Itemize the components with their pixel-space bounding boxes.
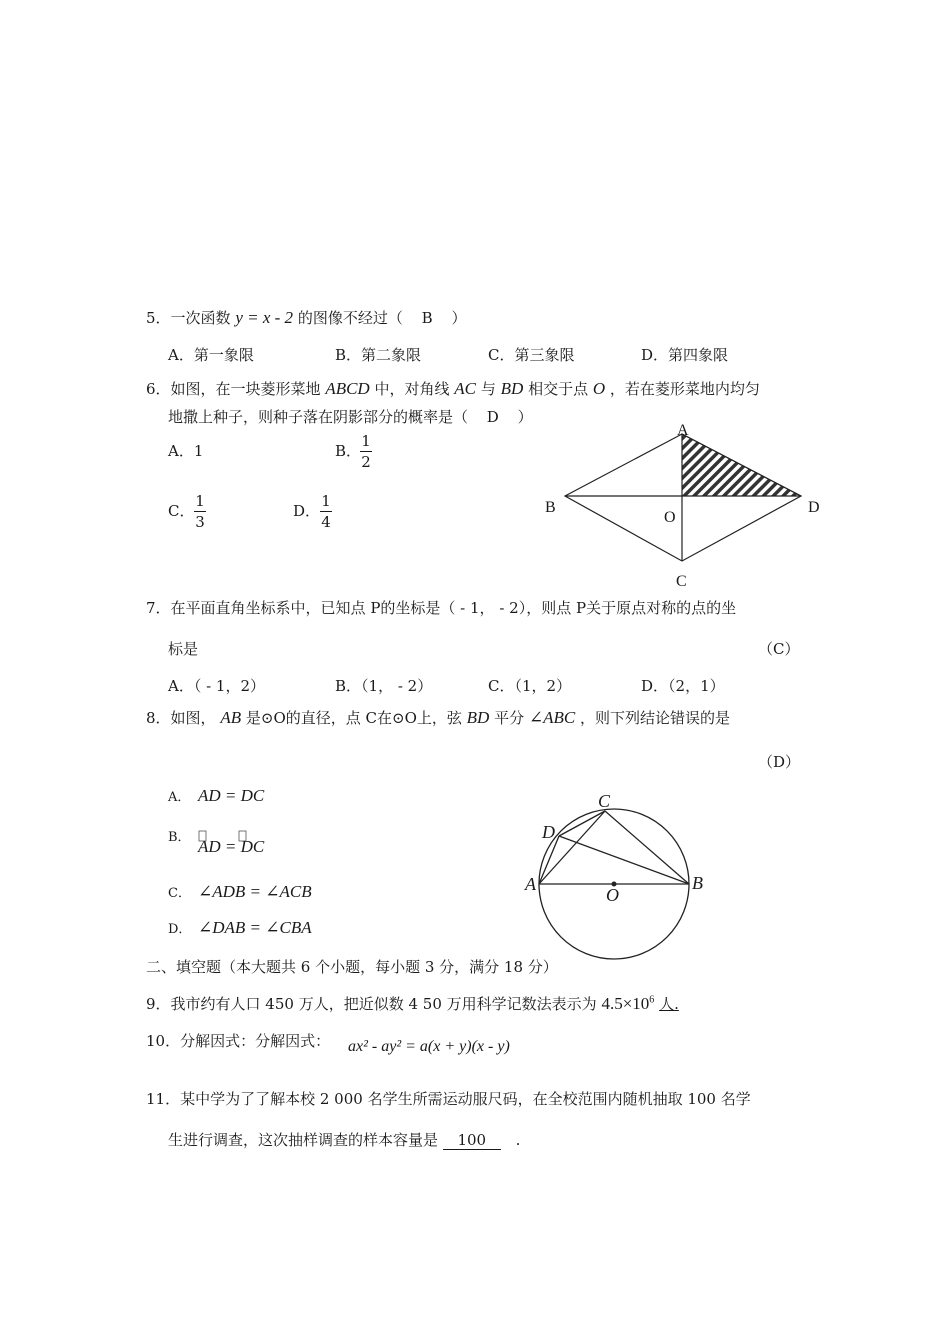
q8-text-a: 8．如图， <box>146 709 216 727</box>
q11-line2 <box>168 1129 520 1150</box>
q9-answer-base: 4.5×10 <box>601 994 650 1013</box>
q10-text: 10．分解因式：分解因式： <box>146 1032 331 1050</box>
rhombus-label-b: B <box>545 499 556 516</box>
q8-option-a: AD = DC <box>198 786 265 805</box>
q5-stem <box>146 307 466 328</box>
q5-close: ） <box>451 309 467 327</box>
fraction-bar <box>194 511 206 512</box>
q6-option-a: A．1 <box>168 442 204 460</box>
circle-label-d: D <box>542 822 555 842</box>
fraction-denominator: 3 <box>195 513 205 531</box>
fraction-bar <box>360 451 372 452</box>
q10-answer: ax² - ay² = a(x + y)(x - y) <box>348 1038 510 1055</box>
q6-option-b-label: B． <box>335 442 362 460</box>
rhombus-label-d: D <box>808 499 820 516</box>
q8-option-b: AD = DC <box>198 837 265 856</box>
q8-text-c: 平分 <box>494 709 525 727</box>
q6-text-a: 6．如图，在一块菱形菜地 <box>146 380 321 398</box>
q8-option-c-label: C． <box>168 886 191 901</box>
chord-db <box>559 836 689 884</box>
circle-label-o: O <box>606 885 619 905</box>
q8-line1 <box>146 707 730 728</box>
fraction-denominator: 4 <box>321 513 331 531</box>
q11-line1: 11．某中学为了了解本校 2 000 名学生所需运动服尺码，在全校范围内随机抽取 100 名学 <box>146 1090 751 1108</box>
q5-formula: y = x - 2 <box>235 308 294 327</box>
q7-option-c: C．（1，2） <box>488 677 572 695</box>
q6-text-c: 与 <box>480 380 496 398</box>
chord-cb <box>605 811 689 884</box>
q6-ac: AC <box>454 379 477 398</box>
chord-dc <box>559 811 605 836</box>
q8-bd: BD <box>466 708 490 727</box>
q9-line <box>146 993 679 1014</box>
q11-answer-blank: 100 <box>443 1131 501 1150</box>
q9-text: 9．我市约有人口 450 万人，把近似数 4 50 万用科学记数法表示为 <box>146 995 597 1013</box>
circle-label-a: A <box>525 874 536 894</box>
circle-label-b: B <box>692 873 703 893</box>
fraction-bar <box>320 511 332 512</box>
q7-option-b: B．（1， - 2） <box>335 677 433 695</box>
q9-answer-exponent: 6 <box>649 994 655 1006</box>
q8-answer: （D） <box>758 753 801 771</box>
q11-text: 生进行调查，这次抽样调查的样本容量是 <box>168 1131 439 1149</box>
q9-answer <box>601 994 654 1013</box>
q6-text-line2: 地撒上种子，则种子落在阴影部分的概率是（ <box>168 408 469 426</box>
q8-option-a-label: A． <box>168 790 191 805</box>
rhombus-label-o: O <box>664 509 676 526</box>
section-2-heading: 二、填空题（本大题共 6 个小题，每小题 3 分，满分 18 分） <box>146 958 558 976</box>
q5-stem-text: 5．一次函数 <box>146 309 231 327</box>
q6-close: ） <box>517 408 533 426</box>
q8-option-b-label: B． <box>168 830 191 845</box>
q7-line2: 标是 <box>168 640 199 658</box>
q6-option-b-fraction <box>360 432 372 471</box>
q9-unit: 人. <box>659 995 679 1013</box>
q6-option-d-fraction <box>320 492 332 531</box>
rhombus-label-a: A <box>677 422 689 439</box>
q8-option-d-label: D． <box>168 922 192 937</box>
q7-line1: 7．在平面直角坐标系中，已知点 P的坐标是（ - 1， - 2），则点 P关于原点对称的点的坐 <box>146 599 737 617</box>
q8-text-d: ，则下列结论错误的是 <box>580 709 731 727</box>
q6-answer: D <box>486 408 499 426</box>
q7-option-a: A．（ - 1，2） <box>168 677 266 695</box>
circle-figure <box>520 790 720 970</box>
q5-option-c: C．第三象限 <box>488 346 575 364</box>
q5-option-b: B．第二象限 <box>335 346 422 364</box>
q6-option-d-label: D． <box>293 502 321 520</box>
q6-text-d: 相交于点 <box>528 380 589 398</box>
q8-text-b: 是⊙O的直径，点 C在⊙O上，弦 <box>245 709 462 727</box>
q11-end: . <box>515 1131 521 1149</box>
q6-o: O <box>592 379 606 398</box>
chord-ad <box>539 836 559 884</box>
fraction-numerator: 1 <box>321 492 331 510</box>
q5-option-a: A．第一象限 <box>168 346 254 364</box>
circle-label-c: C <box>598 791 611 811</box>
q6-text-b: 中，对角线 <box>374 380 450 398</box>
q6-bd: BD <box>500 379 524 398</box>
q6-line1 <box>146 378 760 399</box>
q8-option-d: ∠DAB = ∠CBA <box>198 918 312 937</box>
fraction-numerator: 1 <box>195 492 205 510</box>
q7-option-d: D．（2，1） <box>641 677 725 695</box>
rhombus-label-c: C <box>676 573 687 590</box>
fraction-numerator: 1 <box>361 432 371 450</box>
q5-option-d: D．第四象限 <box>641 346 729 364</box>
q5-stem-text-2: 的图像不经过（ <box>297 309 403 327</box>
q6-line2 <box>168 406 533 427</box>
q7-answer: （C） <box>758 640 800 658</box>
q8-ab: AB <box>220 708 242 727</box>
fraction-denominator: 2 <box>361 453 371 471</box>
q6-option-c-fraction <box>194 492 206 531</box>
q8-option-c: ∠ADB = ∠ACB <box>198 882 312 901</box>
q6-text-e: ，若在菱形菜地内均匀 <box>609 380 760 398</box>
q6-abcd: ABCD <box>325 379 370 398</box>
q8-angle: ∠ABC <box>528 708 576 727</box>
q5-answer: B <box>421 309 433 327</box>
q6-option-c-label: C． <box>168 502 195 520</box>
